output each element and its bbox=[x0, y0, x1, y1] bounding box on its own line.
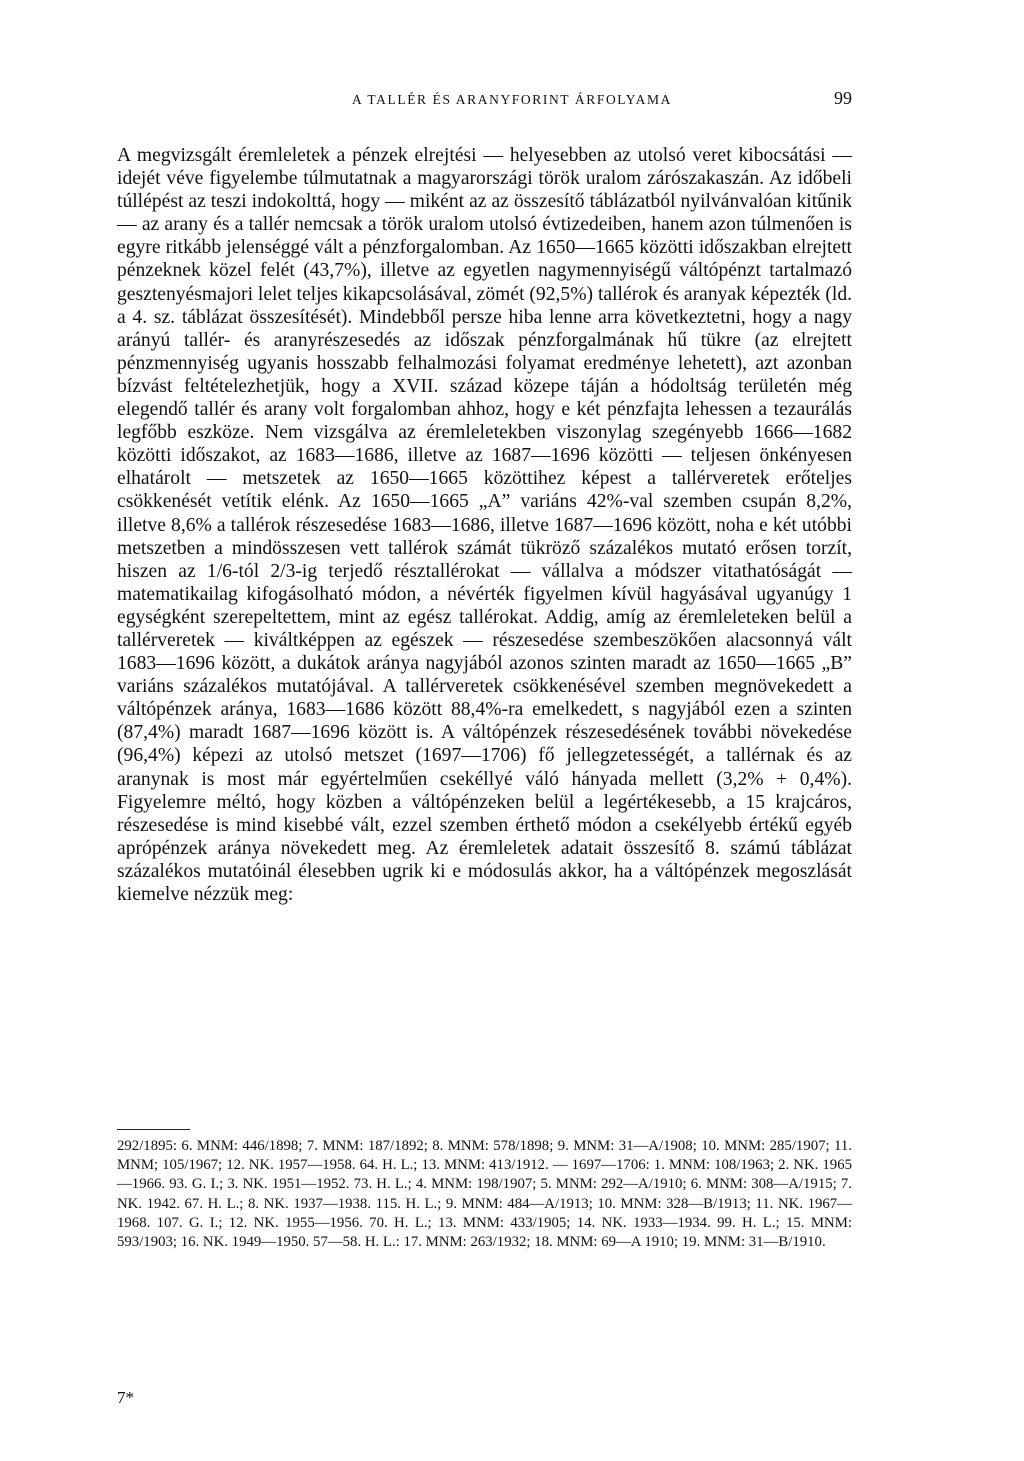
page-number: 99 bbox=[834, 88, 852, 108]
signature-mark: 7* bbox=[117, 1388, 134, 1407]
body-paragraph: A megvizsgált éremleletek a pénzek elrejtési — helyesebben az utolsó veret kibocsátási — idejét véve figyelembe túlmutatnak a magyarországi török uralom zárószakaszán. Az időbeli túllépést az teszi indokolttá, hogy — miként az az összesítő táblázatból nyilvánvalóan kitűnik — az arany és a tallér nemcsak a török uralom utolsó évtizedeiben, hanem azon túlmenően is egyre ritkább jelenséggé vált a pénzforgalomban. Az 1650—1665 közötti időszakban elrejtett pénzeknek közel felét (43,7%), illetve az egyetlen nagymennyiségű váltópénzt tartalmazó gesztenyésmajori lelet teljes kikapcsolásával, zömét (92,5%) tallérok és aranyak képezték (ld. a 4. sz. táblázat összesítését). Mindebből persze hiba lenne arra következtetni, hogy a nagy arányú tallér- és aranyrészesedés az időszak pénzforgalmának hű tükre (az elrejtett pénzmennyiség ugyanis hosszabb felhalmozási folyamat eredménye lehetett), azt azonban bízvást feltételezhetjük, hogy a XVII. század közepe táján a hódoltság területén még elegendő tallér és arany volt forgalomban ahhoz, hogy e két pénzfajta lehessen a tezaurálás legfőbb eszköze. Nem vizsgálva az éremleletekben viszonylag szegényebb 1666—1682 közötti időszakot, az 1683—1686, illetve az 1687—1696 közötti — teljesen önkényesen elhatárolt — metszetek az 1650—1665 közöttihez képest a tallérveretek erőteljes csökkenését vetítik elénk. Az 1650—1665 „A” variáns 42%-val szemben csupán 8,2%, illetve 8,6% a tallérok részesedése 1683—1686, illetve 1687—1696 között, noha e két utóbbi metszetben a mindösszesen vett tallérok számát tükröző százalékos mutató erősen torzít, hiszen az 1/6-tól 2/3-ig terjedő résztallérokat — vállalva a módszer vitathatóságát — matematikailag kifogásolható módon, a névérték figyelmen kívül hagyásával ugyanúgy 1 egységként szerepeltettem, mint az egész tallérokat. Addig, amíg az éremleleteken belül a tallérveretek — kiváltképpen az egészek — részesedése szembeszökően alacsonnyá vált 1683—1696 között, a dukátok aránya nagyjából azonos szinten maradt az 1650—1665 „B” variáns százalékos mutatójával. A tallérveretek csökkenésével szemben megnövekedett a váltópénzek aránya, 1683—1686 között 88,4%-ra emelkedett, s nagyjából ezen a szinten (87,4%) maradt 1687—1696 között is. A váltópénzek részesedésének további növekedése (96,4%) képezi az utolsó metszet (1697—1706) fő jellegzetességét, a tallérnak és az aranynak is most már egyértelműen csekéllyé váló hányada mellett (3,2% + 0,4%). Figyelemre méltó, hogy közben a váltópénzeken belül a legértékesebb, a 15 krajcáros, részesedése is mind kisebbé vált, ezzel szemben érthető módon a csekélyebb értékű egyéb aprópénzek aránya növekedett meg. Az éremleletek adatait összesítő 8. számú táblázat százalékos mutatóinál élesebben ugrik ki e módosulás akkor, ha a váltópénzek megoszlását kiemelve nézzük meg: bbox=[117, 145, 853, 905]
footnote-separator bbox=[117, 1129, 190, 1130]
running-title: A TALLÉR ÉS ARANYFORINT ÁRFOLYAMA bbox=[352, 92, 672, 107]
footnote-text: 292/1895: 6. MNM: 446/1898; 7. MNM: 187/1892; 8. MNM: 578/1898; 9. MNM: 31—A/1908; 10. MNM: 285/1907; 11. MNM; 105/1967; 12. NK. 1957—1958. 64. H. L.; 13. MNM: 413/1912. — 1697—1706: 1. MNM: 108/1963; 2. NK. 1965—1966. 93. G. I.; 3. NK. 1951—1952. 73. H. L.; 4. MNM: 198/1907; 5. MNM: 292—A/1910; 6. MNM: 308—A/1915; 7. NK. 1942. 67. H. L.; 8. NK. 1937—1938. 115. H. L.; 9. MNM: 484—A/1913; 10. MNM: 328—B/1913; 11. NK. 1967—1968. 107. G. I.; 12. NK. 1955—1956. 70. H. L.; 13. MNM: 433/1905; 14. NK. 1933—1934. 99. H. L.; 15. MNM: 593/1903; 16. NK. 1949—1950. 57—58. H. L.: 17. MNM: 263/1932; 18. MNM: 69—A 1910; 19. MNM: 31—B/1910. bbox=[117, 1138, 852, 1251]
